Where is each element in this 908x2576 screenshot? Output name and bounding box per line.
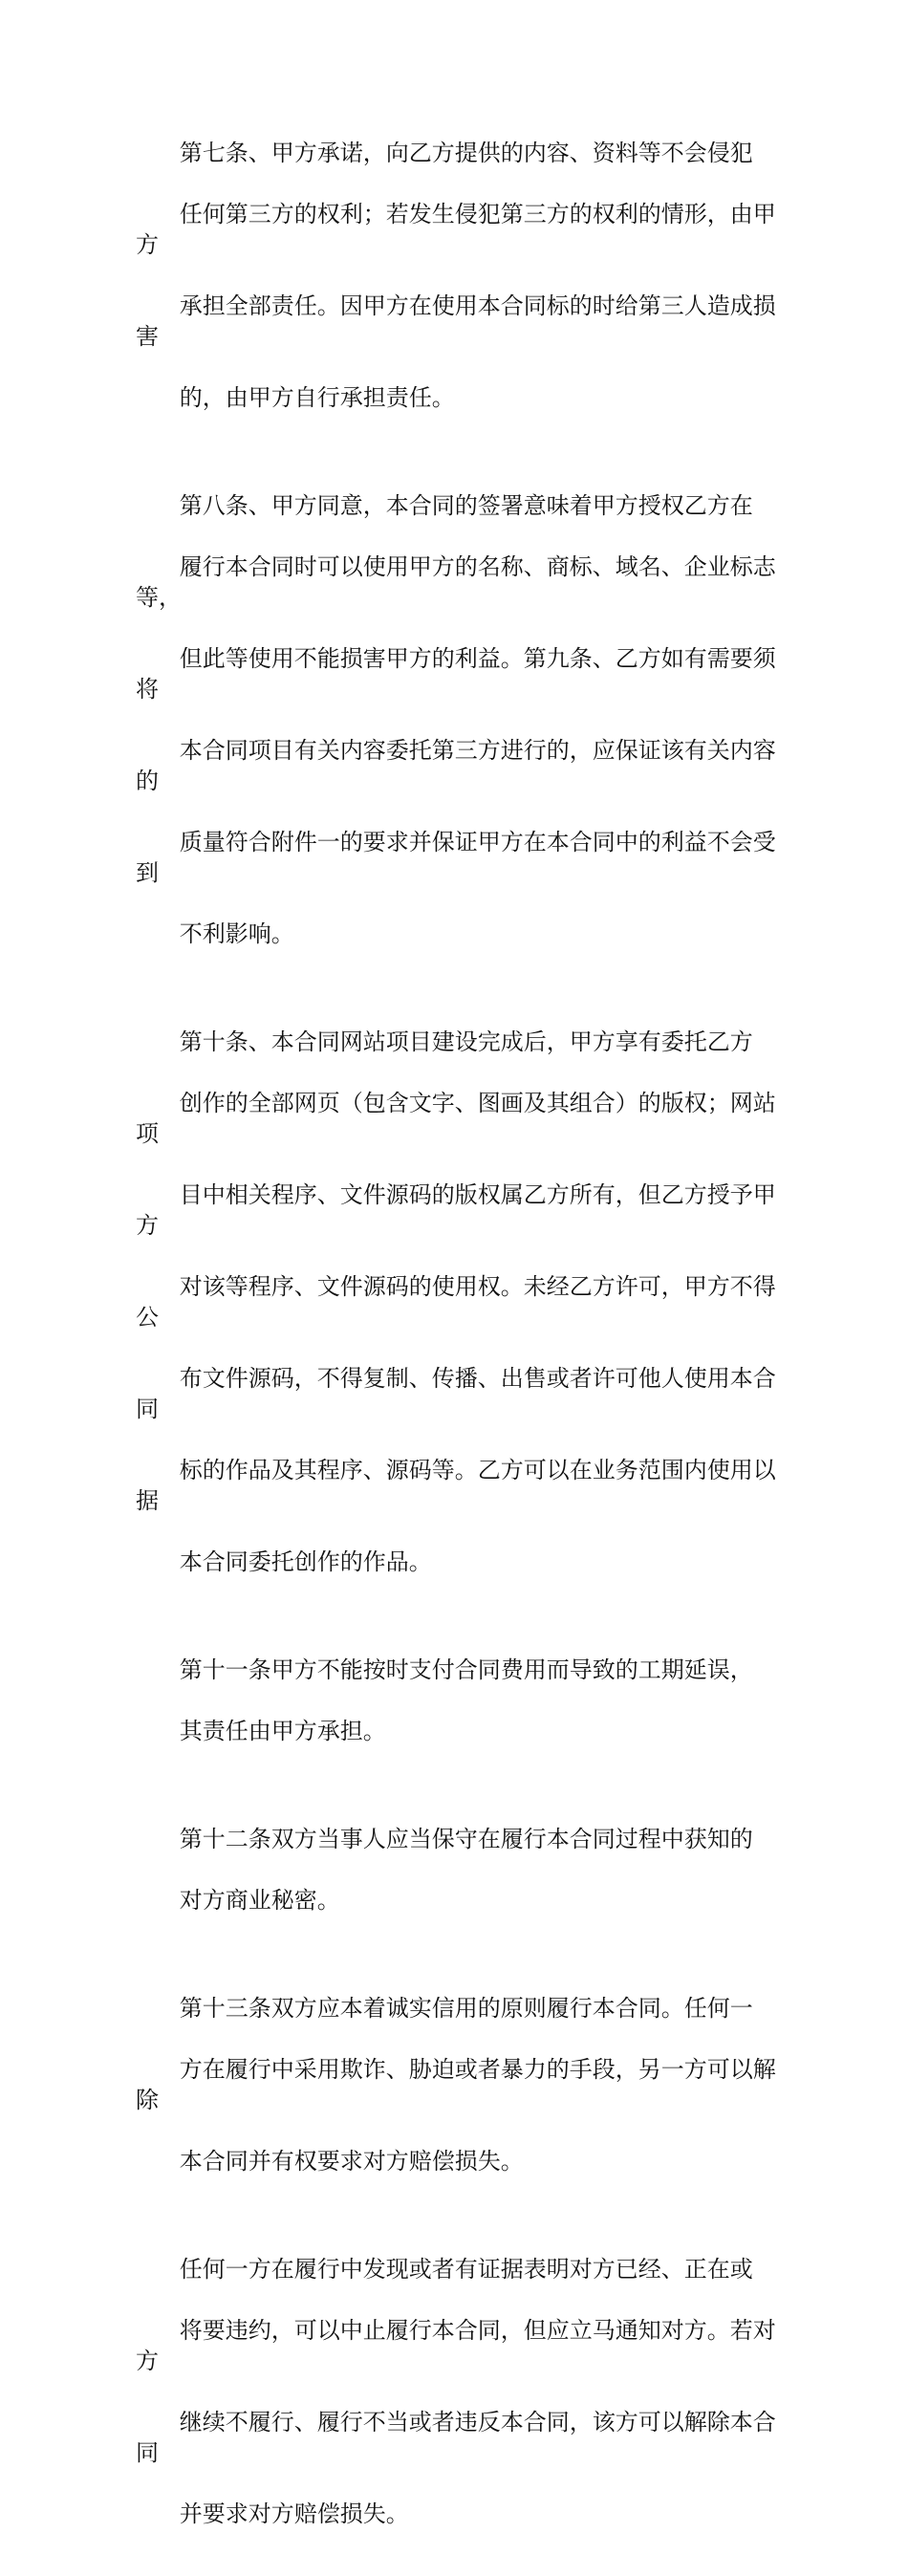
article-13-line-1: 第十三条双方应本着诚实信用的原则履行本合同。任何一 — [179, 1995, 753, 2022]
article-12-line-2: 对方商业秘密。 — [179, 1887, 340, 1914]
article-8-9-paragraph — [136, 460, 778, 980]
document-body — [136, 107, 778, 2576]
article-12-line-1: 第十二条双方当事人应当保守在履行本合同过程中获知的 — [179, 1826, 753, 1852]
article-10-line-3: 目中相关程序、文件源码的版权属乙方所有，但乙方授予甲方 — [136, 1181, 776, 1239]
article-7-line-4: 的，由甲方自行承担责任。 — [179, 384, 455, 411]
article-11-line-2: 其责任由甲方承担。 — [179, 1718, 386, 1744]
article-8-line-6: 不利影响。 — [179, 920, 294, 947]
article-10-paragraph — [136, 996, 778, 1608]
article-10-line-1: 第十条、本合同网站项目建设完成后，甲方享有委托乙方 — [179, 1028, 753, 1055]
article-10-line-2: 创作的全部网页（包含文字、图画及其组合）的版权；网站项 — [136, 1090, 776, 1147]
article-8-line-1: 第八条、甲方同意，本合同的签署意味着甲方授权乙方在 — [179, 492, 753, 519]
article-10-line-4: 对该等程序、文件源码的使用权。未经乙方许可，甲方不得公 — [136, 1273, 776, 1331]
breach-line-2: 将要违约，可以中止履行本合同，但应立马通知对方。若对方 — [136, 2317, 776, 2374]
article-7-line-1: 第七条、甲方承诺，向乙方提供的内容、资料等不会侵犯 — [179, 140, 753, 166]
article-13-line-2: 方在履行中采用欺诈、胁迫或者暴力的手段，另一方可以解除 — [136, 2056, 776, 2113]
breach-paragraph — [136, 2223, 778, 2560]
article-8-line-2: 履行本合同时可以使用甲方的名称、商标、域名、企业标志等， — [136, 553, 776, 611]
article-8-line-3: 但此等使用不能损害甲方的利益。第九条、乙方如有需要须将 — [136, 645, 776, 703]
article-7-line-3: 承担全部责任。因甲方在使用本合同标的时给第三人造成损害 — [136, 292, 776, 350]
article-7-paragraph — [136, 107, 778, 444]
article-10-line-5: 布文件源码，不得复制、传播、出售或者许可他人使用本合同 — [136, 1365, 776, 1422]
article-8-line-5: 质量符合附件一的要求并保证甲方在本合同中的利益不会受到 — [136, 829, 776, 886]
article-13-line-3: 本合同并有权要求对方赔偿损失。 — [179, 2148, 524, 2175]
article-7-line-2: 任何第三方的权利；若发生侵犯第三方的权利的情形，由甲方 — [136, 201, 776, 258]
article-8-line-4: 本合同项目有关内容委托第三方进行的，应保证该有关内容的 — [136, 737, 776, 794]
breach-line-3: 继续不履行、履行不当或者违反本合同，该方可以解除本合同 — [136, 2409, 776, 2466]
article-10-line-7: 本合同委托创作的作品。 — [179, 1548, 432, 1575]
article-11-paragraph — [136, 1624, 778, 1777]
breach-line-1: 任何一方在履行中发现或者有证据表明对方已经、正在或 — [179, 2256, 753, 2283]
breach-line-4: 并要求对方赔偿损失。 — [179, 2500, 409, 2527]
article-12-paragraph — [136, 1793, 778, 1946]
article-13-paragraph — [136, 1962, 778, 2207]
article-10-line-6: 标的作品及其程序、源码等。乙方可以在业务范围内使用以据 — [136, 1457, 776, 1514]
article-11-line-1: 第十一条甲方不能按时支付合同费用而导致的工期延误， — [179, 1656, 753, 1683]
